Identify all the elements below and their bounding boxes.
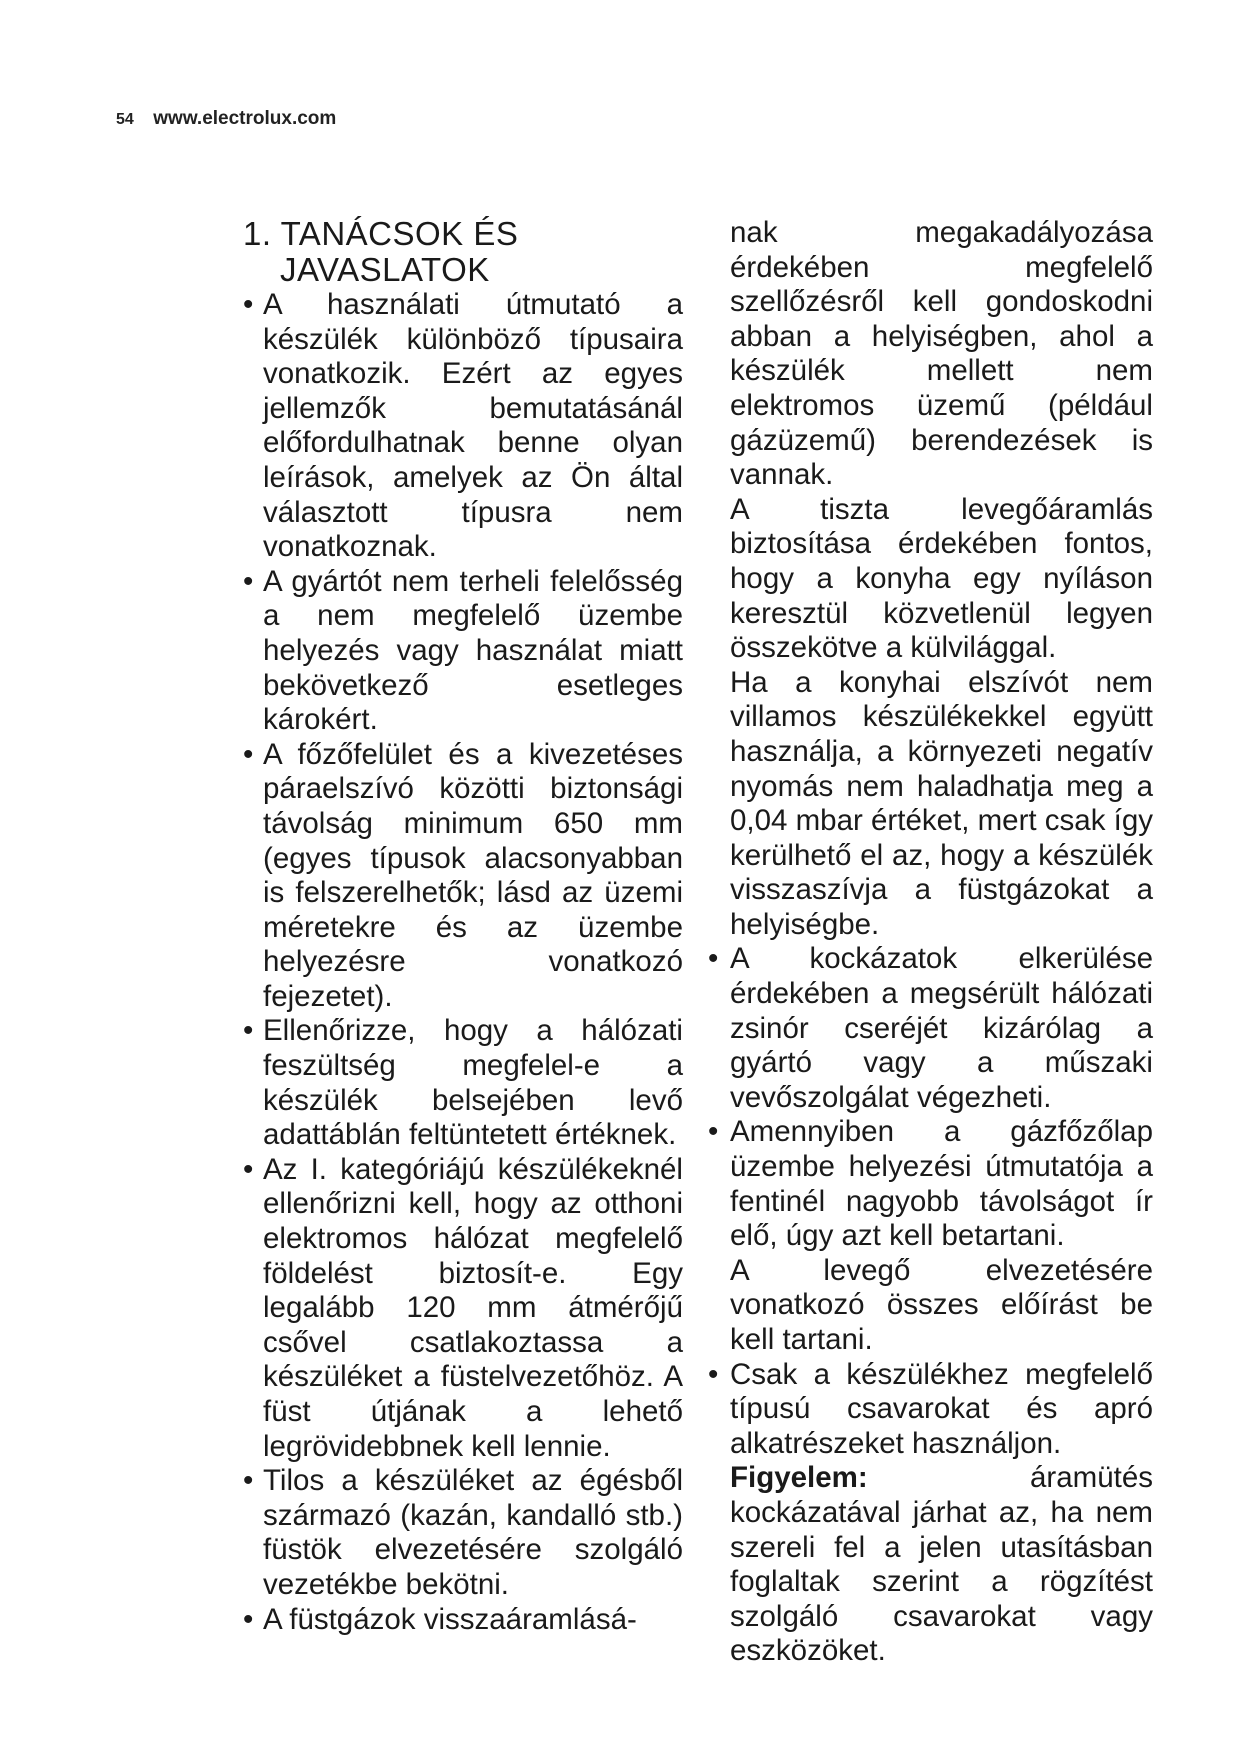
continued-text	[708, 216, 1153, 942]
paragraph-air-exhaust: A levegő elvezetésére vonatkozó összes előírást be kell tartani.	[730, 1253, 1153, 1356]
list-item: • A főzőfelület és a kivezetéses páraelszívó közötti biztonsági távolság minimum 650 mm (egyes típusok alacsonyabban is felszerelhetők; lásd az üzemi méretekre és az üzembe helyezésre vonatkozó fejezetet).	[243, 738, 683, 1015]
list-item: • A használati útmutató a készülék különböző típusaira vonatkozik. Ezért az egyes jellemzők bemutatásánál előfordulhatnak benne olyan leírások, amelyek az Ön által választott típusra nem vonatkoznak.	[243, 288, 683, 565]
list-item: • A kockázatok elkerülése érdekében a megsérült hálózati zsinór cseréjét kizárólag a gyártó vagy a műszaki vevőszolgálat végezheti.	[708, 942, 1153, 1115]
list-item: • Tilos a készüléket az égésből származó (kazán, kandalló stb.) füstök elvezetésére szolgáló vezetékbe bekötni.	[243, 1464, 683, 1602]
list-item: • A füstgázok visszaáramlásá-	[243, 1603, 683, 1638]
left-bullet-list	[243, 288, 683, 1637]
list-item	[708, 1115, 1153, 1357]
left-column	[243, 216, 683, 1637]
section-heading: 1. TANÁCSOK ÉS JAVASLATOK	[243, 215, 519, 288]
paragraph-pressure: Ha a konyhai elszívót nem villamos készülékekkel együtt használja, a környezeti negatív nyomás nem haladhatja meg a 0,04 mbar értéket, mert csak így kerülhető el az, hogy a készülék visszaszívja a füstgázokat a helyiségbe.	[730, 665, 1153, 941]
list-item	[708, 1358, 1153, 1669]
page-header	[116, 108, 336, 130]
website-url: www.electrolux.com	[153, 108, 337, 129]
list-item: • Ellenőrizze, hogy a hálózati feszültség megfelel-e a készülék belsejében levő adattáblán feltüntetett értéknek.	[243, 1014, 683, 1152]
page-number: 54	[116, 111, 134, 128]
paragraph-ventilation: nak megakadályozása érdekében megfelelő szellőzésről kell gondoskodni abban a helyiségben, ahol a készülék mellett nem elektromos üzemű (például gázüzemű) berendezések is vannak.	[730, 216, 1153, 492]
warning-paragraph	[730, 1461, 1153, 1669]
warning-text: áramütés kockázatával járhat az, ha nem szereli fel a jelen utasításban foglaltak szerint a rögzítést szolgáló csavarokat vagy eszközöket.	[730, 1461, 1153, 1668]
list-item: • A gyártót nem terheli felelősség a nem megfelelő üzembe helyezés vagy használat miatt bekövetkező esetleges károkért.	[243, 565, 683, 738]
paragraph-gas-hob: • Amennyiben a gázfőzőlap üzembe helyezési útmutatója a fentinél nagyobb távolságot ír elő, úgy azt kell betartani.	[730, 1115, 1153, 1253]
right-bullet-list	[708, 942, 1153, 1668]
paragraph-airflow: A tiszta levegőáramlás biztosítása érdekében fontos, hogy a konyha egy nyíláson keresztül közvetlenül legyen összekötve a külvilággal.	[730, 492, 1153, 665]
warning-label: Figyelem:	[730, 1461, 868, 1495]
list-item: • Az I. kategóriájú készülékeknél ellenőrizni kell, hogy az otthoni elektromos hálózat megfelelő földelést biztosít-e. Egy legalább 120 mm átmérőjű csővel csatlakoztassa a készüléket a füstelvezetőhöz. A füst útjának a lehető legrövidebbnek kell lennie.	[243, 1153, 683, 1464]
right-column	[708, 216, 1153, 1669]
paragraph-screws: • Csak a készülékhez megfelelő típusú csavarokat és apró alkatrészeket használjon.	[730, 1357, 1153, 1460]
